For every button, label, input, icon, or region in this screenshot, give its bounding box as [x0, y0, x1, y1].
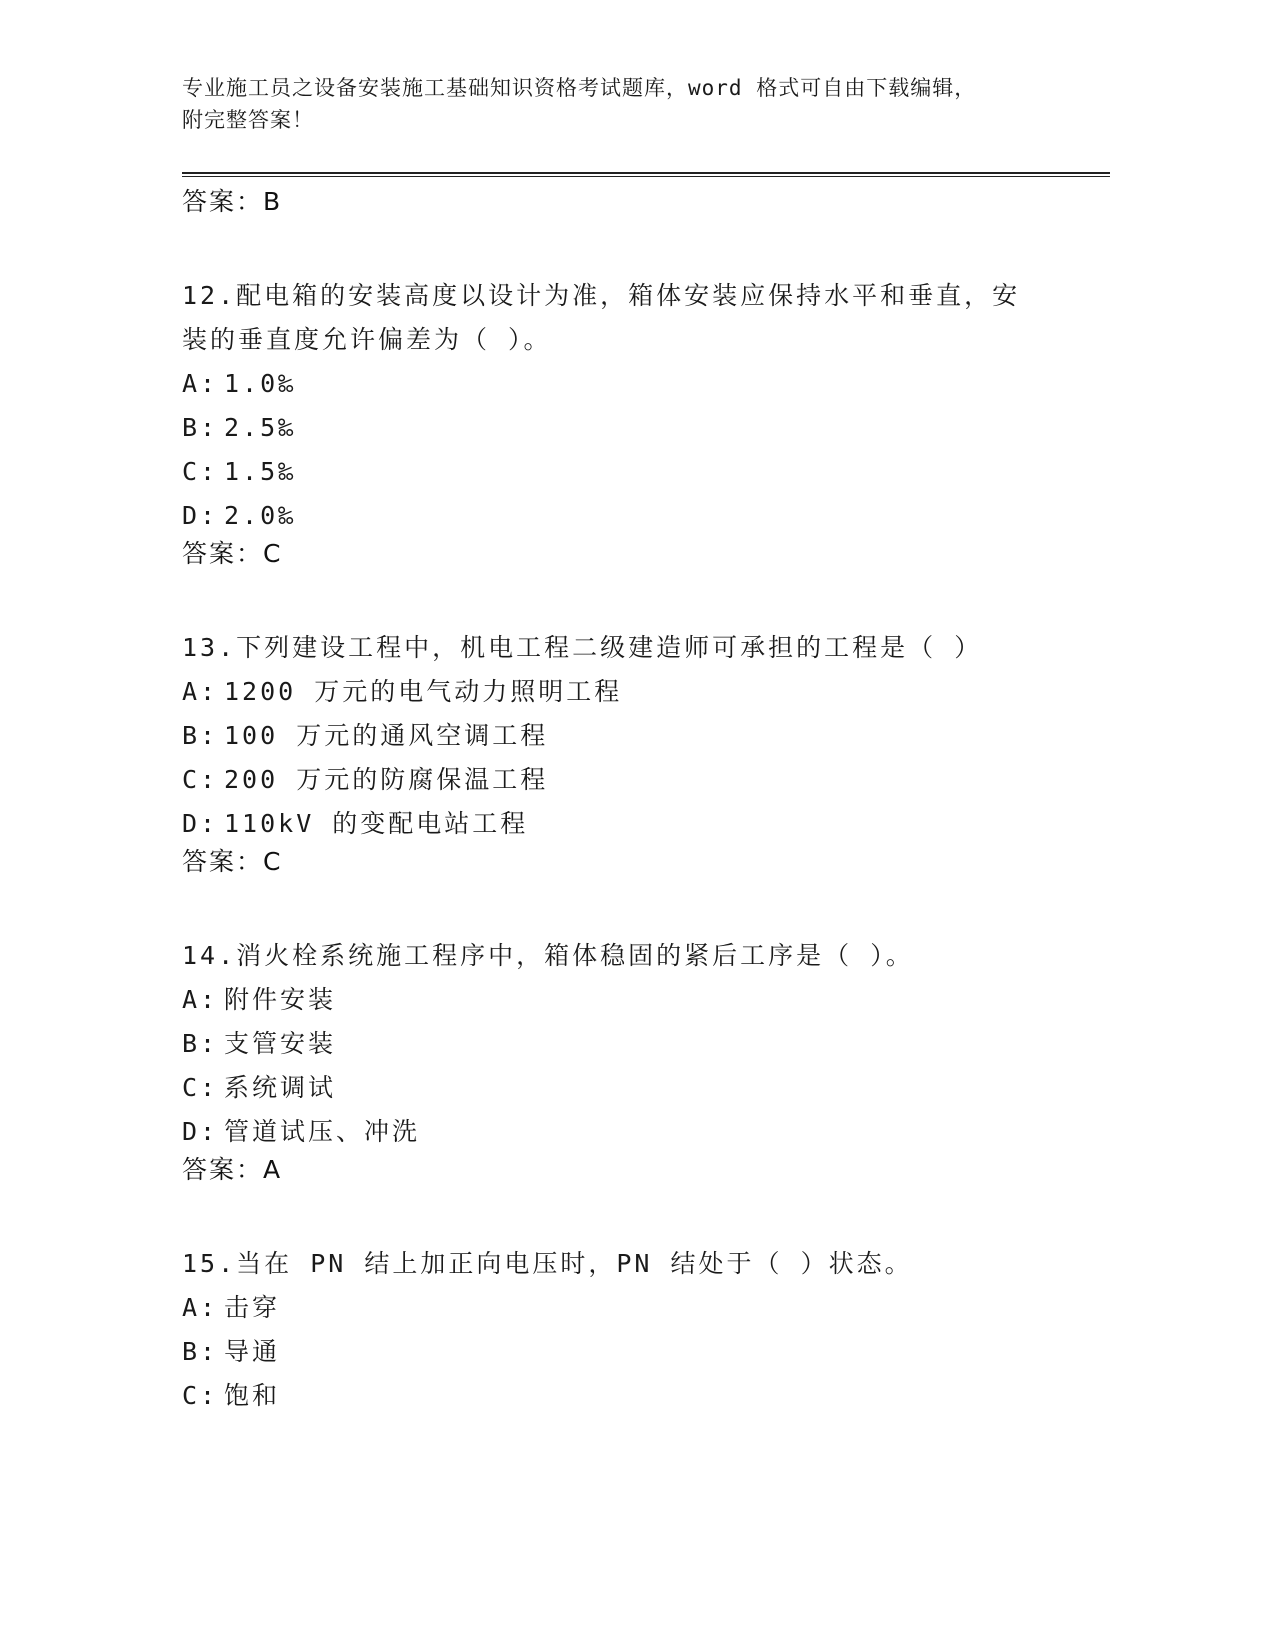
option-label: A:: [182, 369, 219, 398]
answer-line: 答案：A: [182, 1155, 283, 1184]
answer-line: 答案：B: [182, 187, 283, 216]
option-b: [182, 406, 1082, 450]
option-a: [182, 362, 1082, 406]
option-label: C:: [182, 1381, 219, 1410]
option-d: [182, 1110, 1082, 1154]
option-label: C:: [182, 1073, 219, 1102]
question-stem: 12.配电箱的安装高度以设计为准，箱体安装应保持水平和垂直，安装的垂直度允许偏差为（ ）。: [182, 281, 1021, 354]
question-stem: 13.下列建设工程中，机电工程二级建造师可承担的工程是（ ）: [182, 633, 983, 662]
option-text: 1200 万元的电气动力照明工程: [224, 677, 623, 706]
header-divider: [182, 172, 1110, 177]
answer-line: 答案：C: [182, 847, 283, 876]
option-text: 管道试压、冲洗: [224, 1117, 421, 1146]
option-label: B:: [182, 721, 219, 750]
header-line-2: 附完整答案！: [182, 108, 314, 132]
question-stem: 15.当在 PN 结上加正向电压时，PN 结处于（ ）状态。: [182, 1249, 913, 1278]
option-text: 100 万元的通风空调工程: [224, 721, 549, 750]
option-c: [182, 758, 1082, 802]
option-a: [182, 670, 1082, 714]
option-c: [182, 450, 1082, 494]
option-label: A:: [182, 677, 219, 706]
option-label: B:: [182, 1029, 219, 1058]
option-label: B:: [182, 1337, 219, 1366]
question-item: [182, 626, 1082, 890]
question-item: [182, 934, 1082, 1198]
option-text: 附件安装: [224, 985, 337, 1014]
question-item: [182, 1242, 1082, 1418]
option-label: A:: [182, 985, 219, 1014]
option-text: 2.5‰: [224, 413, 297, 442]
option-d: [182, 494, 1082, 538]
option-c: [182, 1066, 1082, 1110]
question-stem: 14.消火栓系统施工程序中，箱体稳固的紧后工序是（ ）。: [182, 941, 914, 970]
option-label: D:: [182, 501, 219, 530]
option-text: 1.0‰: [224, 369, 297, 398]
option-text: 支管安装: [224, 1029, 337, 1058]
page-header: [182, 72, 1062, 136]
option-text: 200 万元的防腐保温工程: [224, 765, 549, 794]
option-a: [182, 978, 1082, 1022]
option-d: [182, 802, 1082, 846]
question-item: [182, 274, 1082, 582]
option-text: 击穿: [224, 1293, 281, 1322]
option-text: 系统调试: [224, 1073, 337, 1102]
option-text: 导通: [224, 1337, 281, 1366]
option-a: [182, 1286, 1082, 1330]
option-b: [182, 714, 1082, 758]
option-label: C:: [182, 765, 219, 794]
option-label: D:: [182, 1117, 219, 1146]
option-text: 2.0‰: [224, 501, 297, 530]
option-c: [182, 1374, 1082, 1418]
option-text: 饱和: [224, 1381, 281, 1410]
option-text: 1.5‰: [224, 457, 297, 486]
option-label: D:: [182, 809, 219, 838]
option-b: [182, 1022, 1082, 1066]
option-text: 110kV 的变配电站工程: [224, 809, 529, 838]
question-list: [182, 186, 1082, 1418]
option-b: [182, 1330, 1082, 1374]
answer-line: 答案：C: [182, 539, 283, 568]
option-label: C:: [182, 457, 219, 486]
option-label: A:: [182, 1293, 219, 1322]
header-line-1: 专业施工员之设备安装施工基础知识资格考试题库，word 格式可自由下载编辑，: [182, 76, 977, 100]
option-label: B:: [182, 413, 219, 442]
